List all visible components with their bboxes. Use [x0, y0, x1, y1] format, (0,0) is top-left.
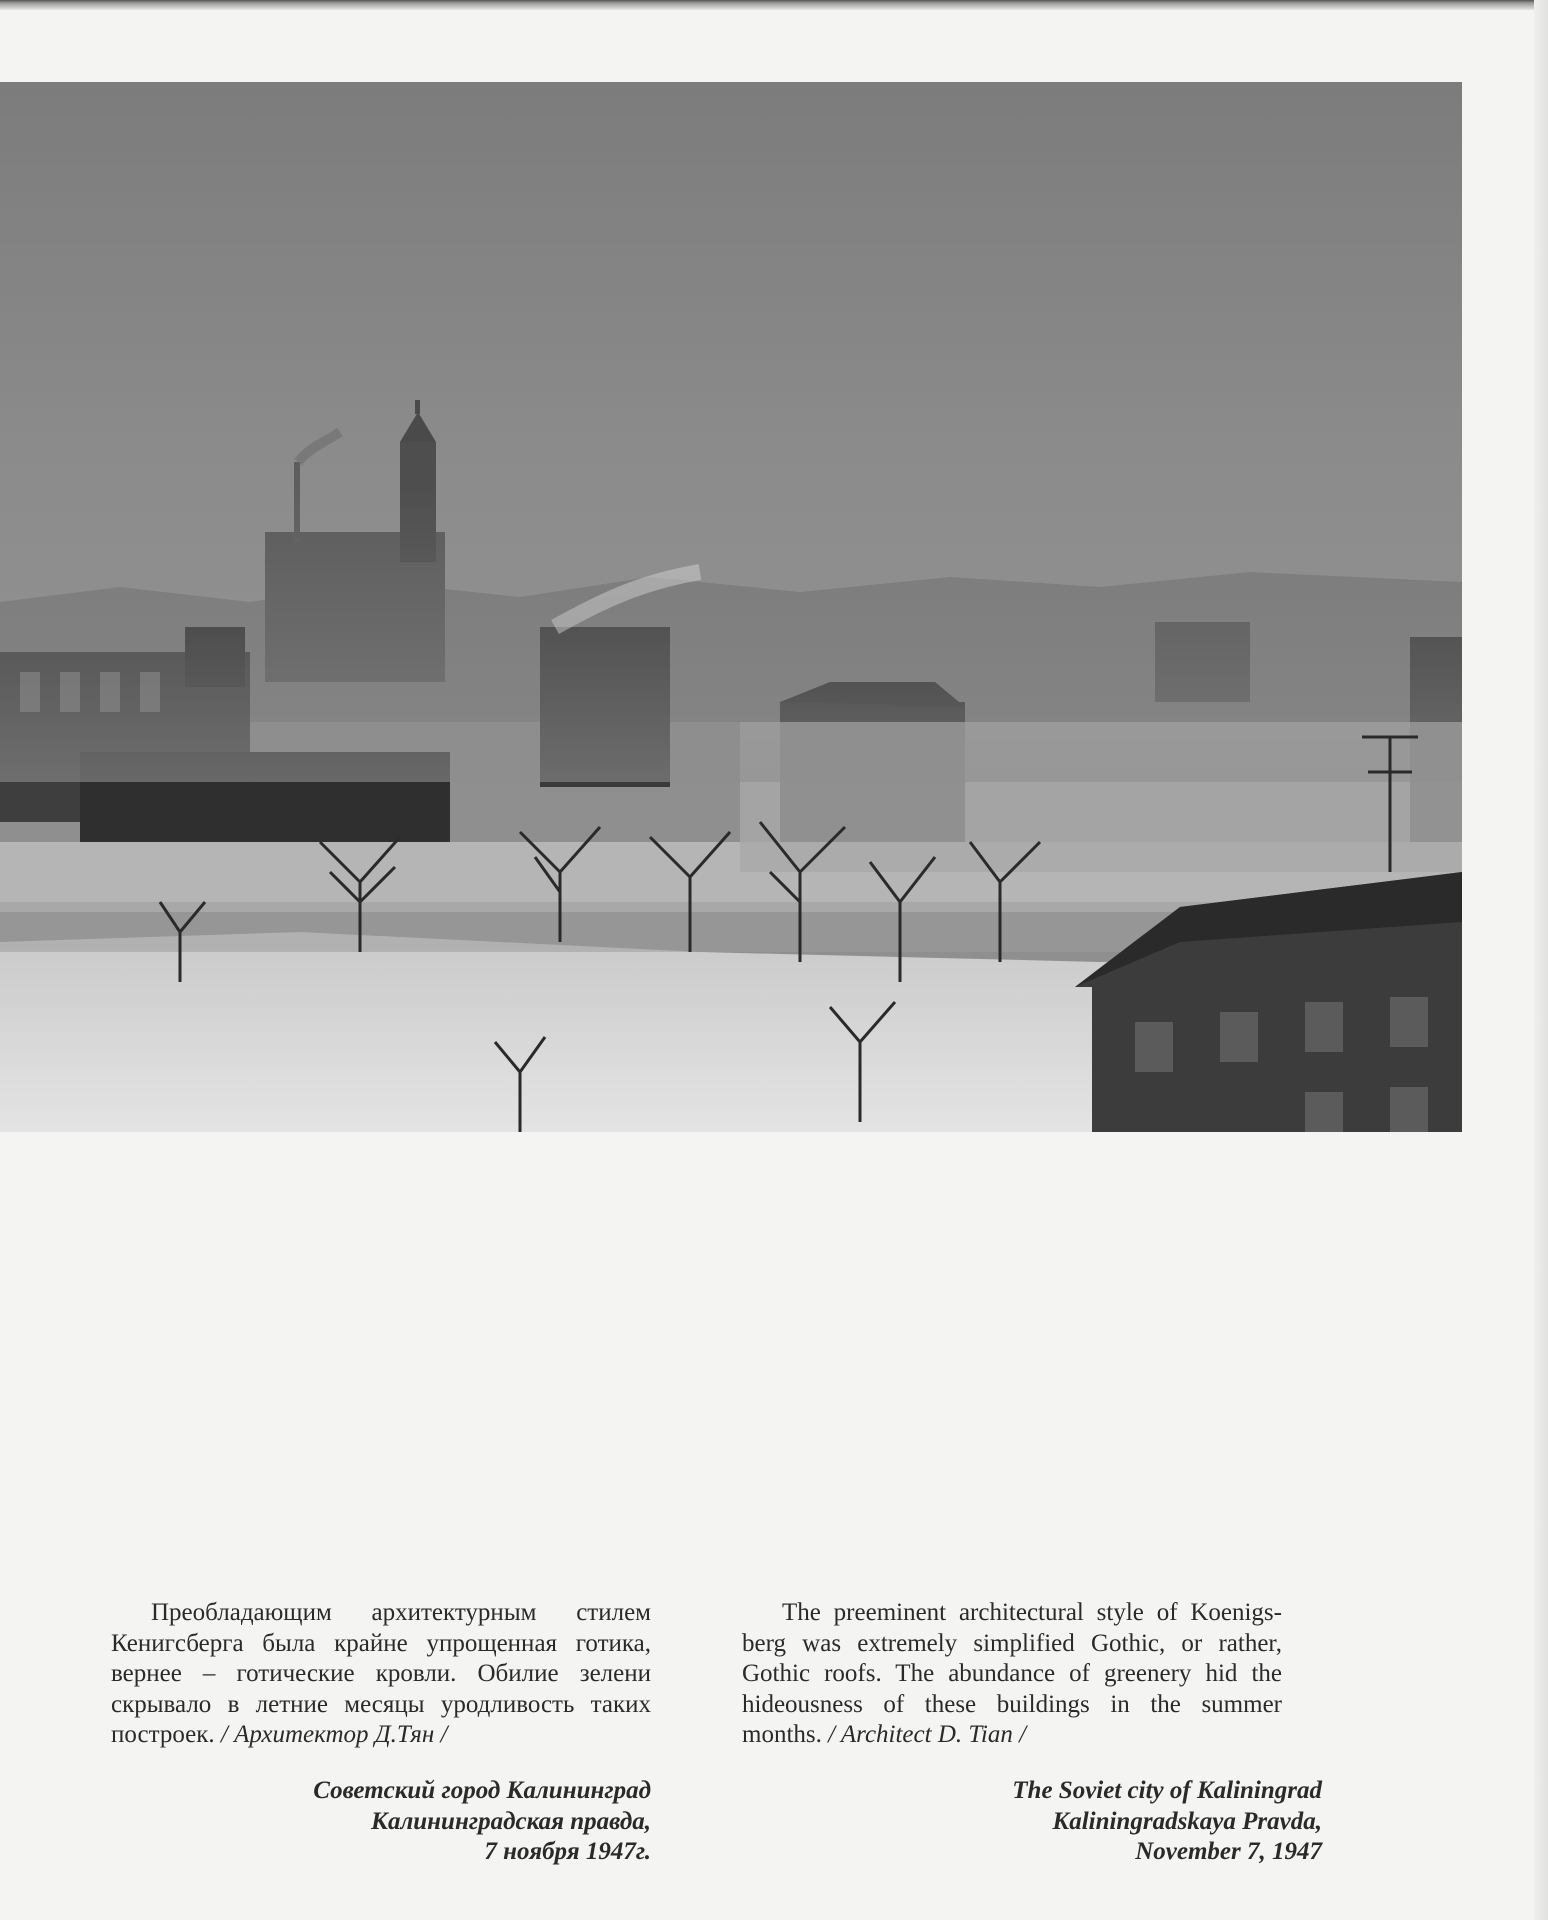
photo-icon [0, 82, 1462, 1132]
english-source-line-1: The Soviet city of Kaliningrad [1012, 1777, 1322, 1804]
russian-paragraph [111, 1598, 651, 1751]
russian-source-line-2: Калининградская правда, [370, 1807, 651, 1835]
russian-source-line-1: Советский город Калининград [313, 1777, 651, 1804]
english-attribution: / Architect D. Tian / [828, 1721, 1027, 1748]
scan-top-edge [0, 0, 1548, 10]
russian-source [111, 1776, 651, 1868]
english-paragraph [742, 1598, 1282, 1751]
english-source-line-2: Kaliningradskaya Pravda, [1052, 1807, 1322, 1835]
english-text-column [742, 1598, 1282, 1751]
russian-source-line-3: 7 ноября 1947г. [484, 1838, 651, 1865]
scan-right-edge [1534, 0, 1548, 1920]
english-body: The preeminent architectural style of Koenigs-berg was extremely simplified Gothic, or rather, Gothic roofs. The abundance of greenery hid the hideousness of these buildings in the summer months. [742, 1599, 1282, 1748]
russian-text-column [111, 1598, 651, 1751]
winter-cityscape-photo [0, 82, 1462, 1132]
russian-attribution: / Архитектор Д.Тян / [220, 1721, 448, 1748]
russian-body: Преобладающим архитектурным стилем Кенигсберга была крайне упрощенная готика, вернее – готические кровли. Обилие зелени скрывало в летние месяцы уродливость таких построек. [111, 1599, 651, 1748]
english-source [782, 1776, 1322, 1868]
english-source-line-3: November 7, 1947 [1135, 1838, 1322, 1865]
